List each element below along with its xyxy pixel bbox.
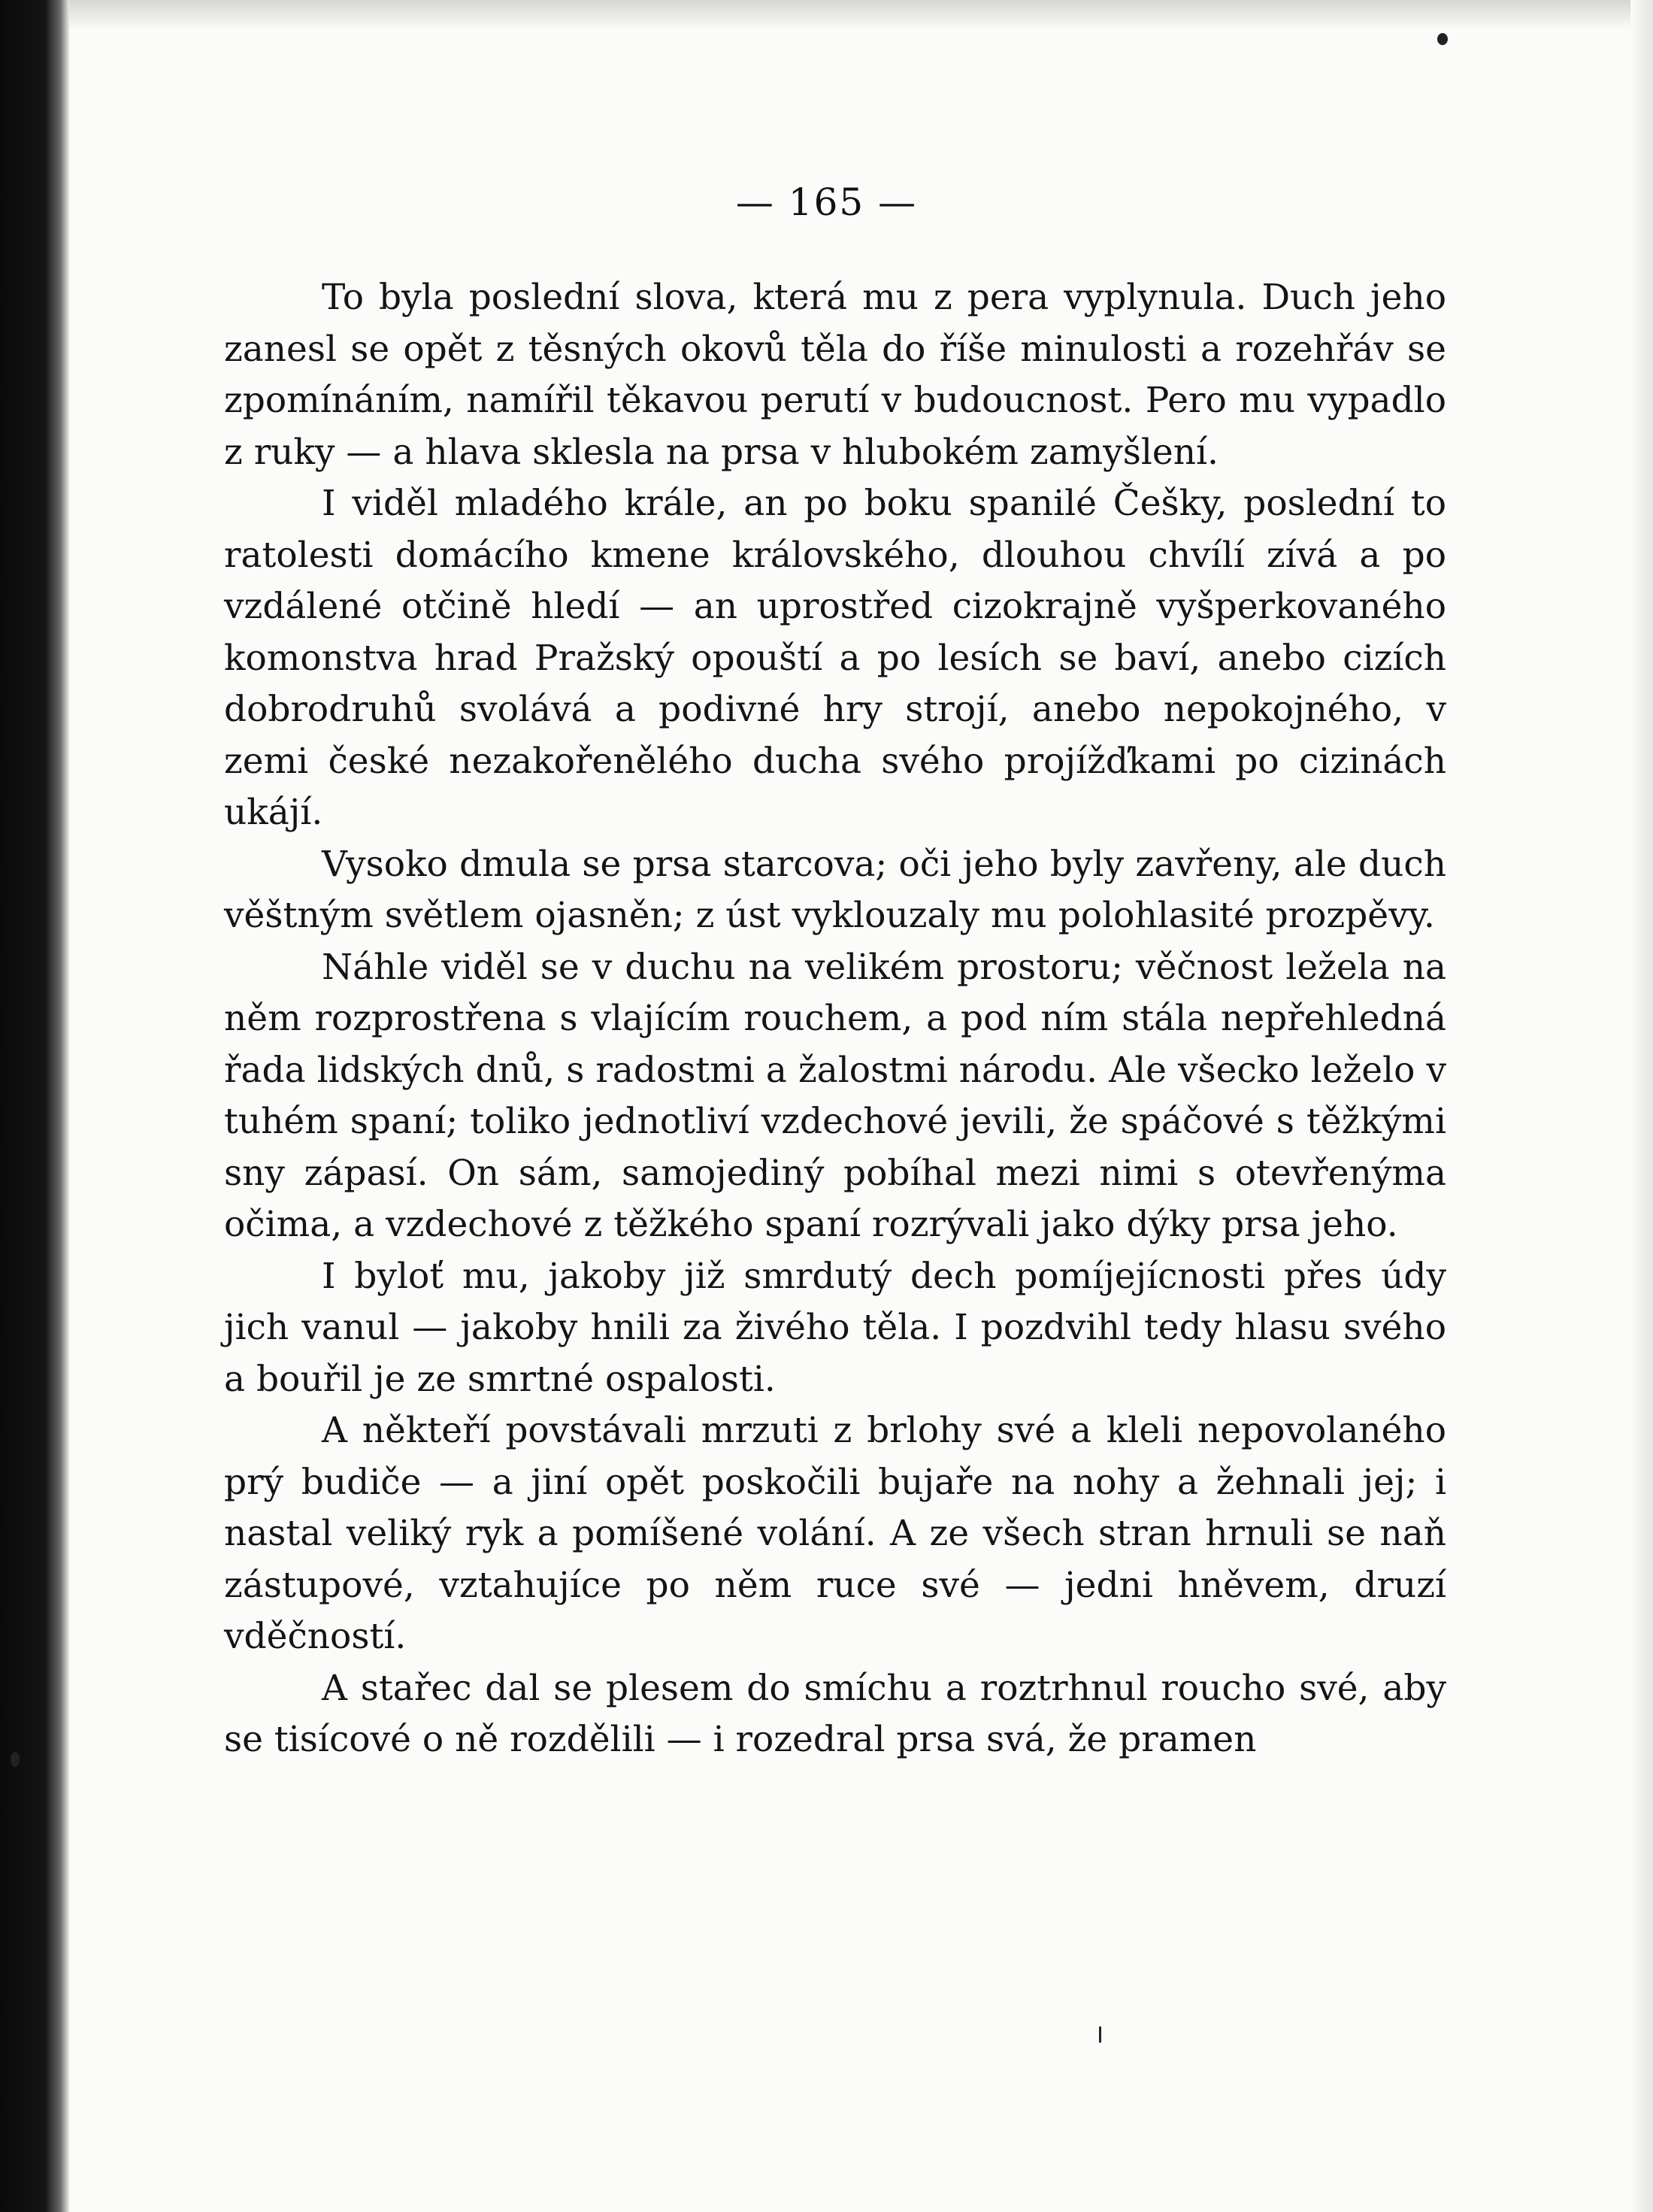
book-gutter-shadow <box>0 0 69 2212</box>
paragraph: I byloť mu, jakoby již smrdutý dech pomíjejícnosti přes údy jich vanul — jakoby hnili za živého těla. I pozdvihl tedy hlasu svého a bouřil je ze smrtné ospalosti. <box>224 1255 1446 1400</box>
paragraph: A někteří povstávali mrzuti z brlohy své a kleli nepovolaného prý budiče — a jiní opět poskočili bujaře na nohy a žehnali jej; i nastal veliký ryk a pomíšené volání. A ze všech stran hrnuli se naň zástupové, vztahujíce po něm ruce své — jedni hněvem, druzí vděčností. <box>224 1410 1446 1657</box>
paragraph: A stařec dal se plesem do smíchu a roztrhnul roucho své, aby se tisícové o ně rozdělili — i rozedral prsa svá, že pramen <box>224 1667 1446 1760</box>
paragraph: I viděl mladého krále, an po boku spanilé Češky, poslední to ratolesti domácího kmene královského, dlouhou chvílí zívá a po vzdálené otčině hledí — an uprostřed cizokrajně vyšperkovaného komonstva hrad Pražský opouští a po lesích se baví, anebo cizích dobrodruhů svolává a podivné hry strojí, anebo nepokojného, v zemi české nezakořenělého ducha svého projížďkami po cizinách ukájí. <box>224 483 1446 833</box>
body-text <box>224 272 1446 1766</box>
scan-speck <box>1437 33 1448 45</box>
page-number: — 165 — <box>735 180 918 224</box>
scan-speck <box>1099 2026 1101 2043</box>
paragraph: Vysoko dmula se prsa starcova; oči jeho byly zavřeny, ale duch věštným světlem ojasněn; z úst vyklouzaly mu polohlasité prozpěvy. <box>224 843 1446 936</box>
paragraph: To byla poslední slova, která mu z pera vyplynula. Duch jeho zanesl se opět z těsných okovů těla do říše minulosti a rozehřáv se zpomínáním, namířil těkavou perutí v budoucnost. Pero mu vypadlo z ruky — a hlava sklesla na prsa v hlubokém zamyšlení. <box>224 277 1446 473</box>
page-top-edge <box>69 0 1653 30</box>
paragraph: Náhle viděl se v duchu na velikém prostoru; věčnost ležela na něm rozprostřena s vlajícím rouchem, a pod ním stála nepřehledná řada lidských dnů, s radostmi a žalostmi národu. Ale všecko leželo v tuhém spaní; toliko jednotliví vzdechové jevili, že spáčové s těžkými sny zápasí. On sám, samojediný pobíhal mezi nimi s otevřenýma očima, a vzdechové z těžkého spaní rozrývali jako dýky prsa jeho. <box>224 946 1446 1245</box>
page-right-edge <box>1630 0 1653 2212</box>
scan-speck <box>11 1752 20 1767</box>
